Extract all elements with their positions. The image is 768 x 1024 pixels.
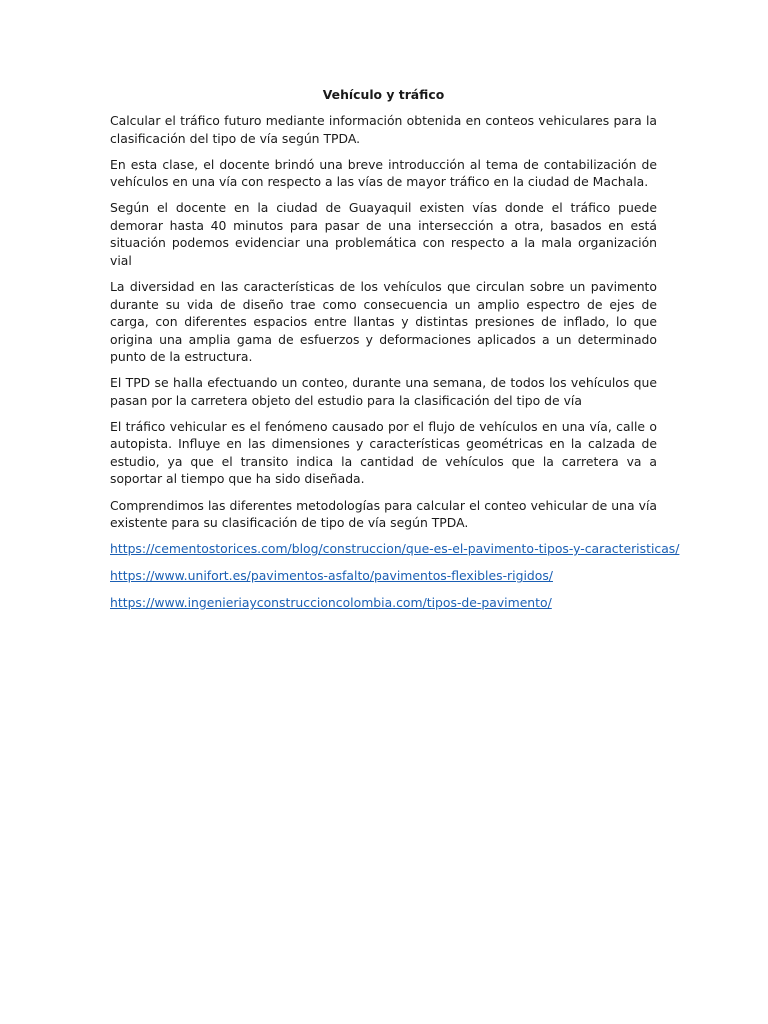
reference-link-unifort[interactable]: https://www.unifort.es/pavimentos-asfalto/pavimentos-flexibles-rigidos/ <box>110 568 553 584</box>
paragraph-traffic-definition: El tráfico vehicular es el fenómeno causado por el flujo de vehículos en una vía, calle o autopista. Influye en las dimensiones y características geométricas en la calzada de estudio, ya que el transito indica la cantidad de vehículos que la carretera va a soportar al tiempo que ha sido diseñada. <box>110 418 657 487</box>
reference-link-cementos[interactable]: https://cementostorices.com/blog/construccion/que-es-el-pavimento-tipos-y-caracteristicas/ <box>110 541 680 557</box>
paragraph-vehicle-diversity: La diversidad en las características de los vehículos que circulan sobre un pavimento durante su vida de diseño trae como consecuencia un amplio espectro de ejes de carga, con diferentes espacios entre llantas y distintas presiones de inflado, lo que origina una amplia gama de esfuerzos y deformaciones aplicados a un determinado punto de la estructura. <box>110 279 657 365</box>
paragraph-tpd: El TPD se halla efectuando un conteo, durante una semana, de todos los vehículos que pasan por la carretera objeto del estudio para la clasificación del tipo de vía <box>110 375 657 408</box>
paragraph-guayaquil: Según el docente en la ciudad de Guayaquil existen vías donde el tráfico puede demorar hasta 40 minutos para pasar de una intersección a otra, basados en está situación podemos evidenciar una problemática con respecto a la mala organización vial <box>110 200 657 268</box>
paragraph-conclusion: Comprendimos las diferentes metodologías para calcular el conteo vehicular de una vía existente para su clasificación de tipo de vía según TPDA. <box>110 497 657 531</box>
paragraph-objective: Calcular el tráfico futuro mediante información obtenida en conteos vehiculares para la clasificación del tipo de vía según TPDA. <box>110 113 657 146</box>
reference-link-ingenieria[interactable]: https://www.ingenieriayconstruccioncolombia.com/tipos-de-pavimento/ <box>110 595 552 611</box>
document-title: Vehículo y tráfico <box>322 87 445 102</box>
document-body <box>110 86 680 621</box>
paragraph-class-intro: En esta clase, el docente brindó una breve introducción al tema de contabilización de vehículos en una vía con respecto a las vías de mayor tráfico en la ciudad de Machala. <box>110 156 657 190</box>
